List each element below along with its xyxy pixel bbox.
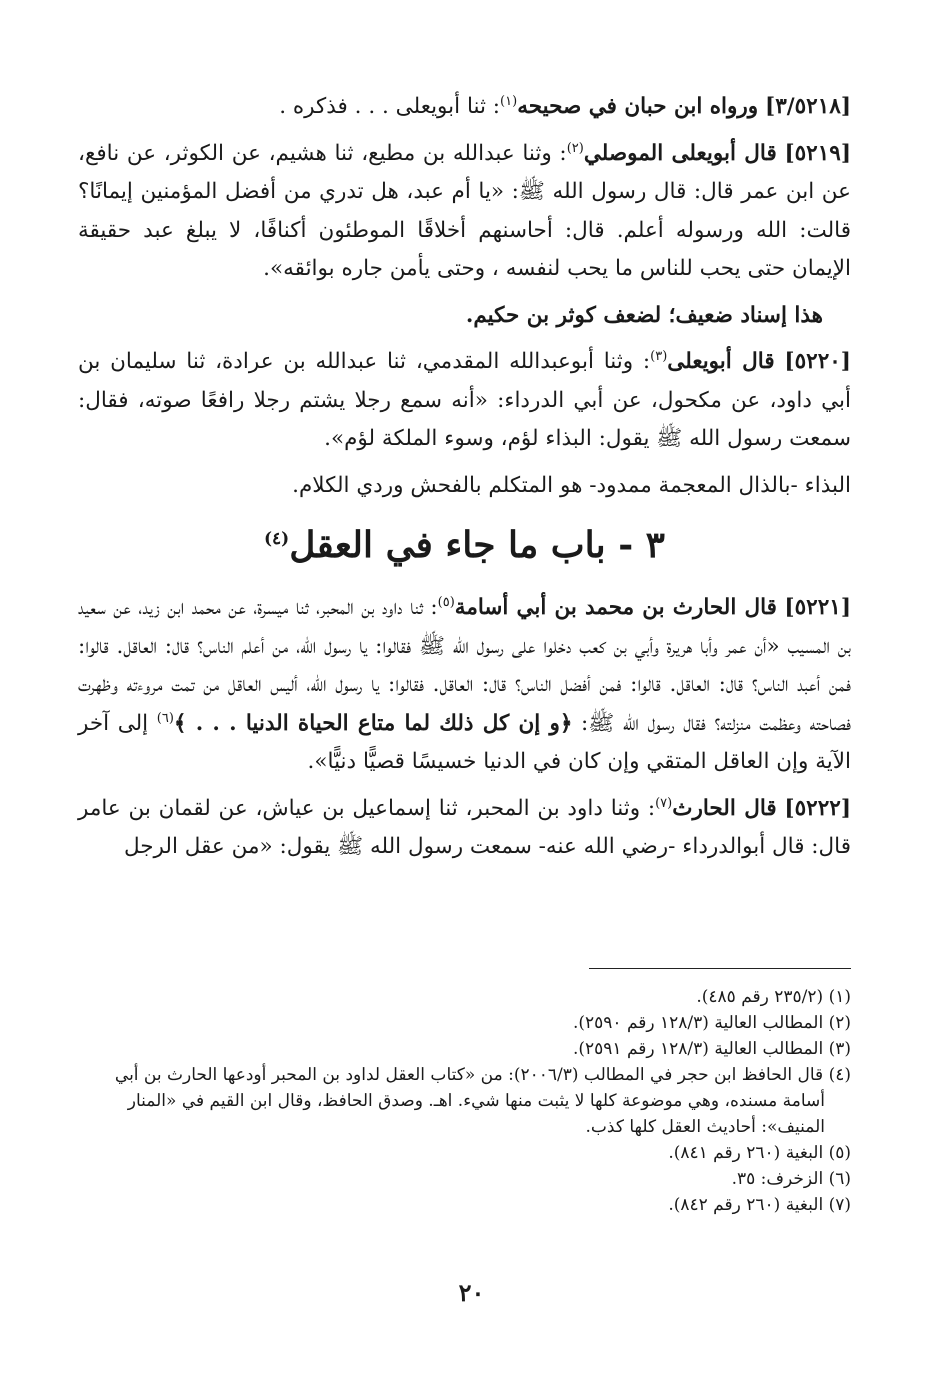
main-text [78,88,851,875]
footnotes [80,984,851,1218]
hadith-entry [78,343,851,459]
entry-number: [٥٢٢٢] [784,795,851,821]
chapter-heading [78,517,851,573]
entry-number: [٥٢٢٠] [784,349,851,374]
page-number: ٢٠ [458,1278,485,1307]
entry-head: قال أبويعلى الموصلي [583,140,777,166]
footnote: (٣) المطالب العالية (١٢٨/٣ رقم ٢٥٩١). [572,1039,851,1059]
entry-number: [٥٢٢١] [784,595,851,620]
footnote-ref[interactable]: (٤) [263,529,290,549]
entry-text: : وثنا عبدالله بن مطيع، ثنا هشيم، عن الكوثر، عن نافع، عن ابن عمر قال: قال رسول الله ﷺ: «يا أم عبد، هل تدري من أفضل المؤمنين إيمانًا؟ قالت: الله ورسوله أعلم. قال: أحاسنهم أخلاقًا الموطئون أكنافًا، لا يبلغ عبد حقيقة الإيمان حتى يحب للناس ما يحب لنفسه ، وحتى يأمن جاره بوائقه». [78,140,851,281]
entry-text: : ثنا داود بن المحبر، ثنا ميسرة، عن محمد ابن زيد، عن سعيد بن المسيب «أن عمر وأبا هريرة وأبي بن كعب دخلوا على رسول الله ﷺ فقالوا: يا رسول الله، من أعلم الناس؟ قال: العاقل. قالوا: فمن أعبد الناس؟ قال: العاقل. قالوا: فمن أفضل الناس؟ قال: العاقل. فقالوا: يا رسول الله، أليس العاقل من تمت مروءته وظهرت فصاحته وعظمت منزلته؟ فقال رسول الله ﷺ: [78,595,851,736]
quran-quote: ﴿و إن كل ذلك لما متاع الحياة الدنيا . . . ﴾ [173,710,573,736]
chapter-title: ٣ - باب ما جاء في العقل [289,524,666,566]
explanation-note: البذاء -بالذال المعجمة ممدود- هو المتكلم بالفحش وردي الكلام. [292,472,851,498]
footnote-ref[interactable]: (٦) [156,710,174,726]
footnote-ref[interactable]: (٥) [437,594,455,610]
entry-number: [٥٢١٩] [784,140,852,166]
entry-head: قال أبويعلى [667,349,775,374]
footnote-ref[interactable]: (٧) [655,795,673,811]
entry-text: : وثنا أبوعبدالله المقدمي، ثنا عبدالله بن عرادة، ثنا سليمان بن أبي داود، عن مكحول، عن أبي الدرداء: «أنه سمع رجلا يشتم رجلا رافعًا صوته، فقال: سمعت رسول الله ﷺ يقول: البذاء لؤم، وسوء الملكة لؤم». [78,349,851,451]
hadith-entry [78,88,851,127]
footnote-divider [589,968,851,969]
hadith-entry [78,790,851,867]
entry-head: قال الحارث [672,795,777,821]
footnote: (٧) البغية (٢٦٠ رقم ٨٤٢). [668,1195,851,1215]
footnote-ref[interactable]: (٢) [566,140,584,156]
entry-text: : ثنا أبويعلى . . . فذكره . [279,94,501,119]
hadith-entry [78,135,851,289]
footnote: (٥) البغية (٢٦٠ رقم ٨٤١). [668,1143,851,1163]
footnote: (٦) الزخرف: ٣٥. [731,1169,851,1189]
entry-head: قال الحارث بن محمد بن أبي أسامة [454,595,777,620]
footnote-ref[interactable]: (٣) [650,348,668,364]
entry-head: ورواه ابن حبان في صحيحه [517,94,759,119]
footnote: (٤) قال الحافظ ابن حجر في المطالب (٢٠٠٦/٣): من «كتاب العقل لداود بن المحبر أودعها الحارث بن أبي أسامة مسنده، وهي موضوعة كلها لا يثبت منها شيء. اهـ. وصدق الحافظ، وقال ابن القيم في «المنار المنيف»: أحاديث العقل كلها كذب. [114,1065,851,1137]
entry-text: : وثنا داود بن المحبر، ثنا إسماعيل بن عياش، عن لقمان بن عامر قال: قال أبوالدرداء -رضي الله عنه- سمعت رسول الله ﷺ يقول: «من عقل الرجل [78,795,851,859]
footnote-ref[interactable]: (١) [500,93,518,109]
entry-number: [٣/٥٢١٨] [765,94,851,119]
entry-text-continued: إلى آخر الآية وإن العاقل المتقي وإن كان في الدنيا خسيسًا قصيًّا دنيًّا». [78,710,851,774]
grading-note: هذا إسناد ضعيف؛ لضعف كوثر بن حكيم. [465,302,823,328]
hadith-entry [78,589,851,782]
footnote: (٢) المطالب العالية (١٢٨/٣ رقم ٢٥٩٠). [572,1013,851,1033]
footnote: (١) (٢٣٥/٢ رقم ٤٨٥). [696,987,851,1007]
